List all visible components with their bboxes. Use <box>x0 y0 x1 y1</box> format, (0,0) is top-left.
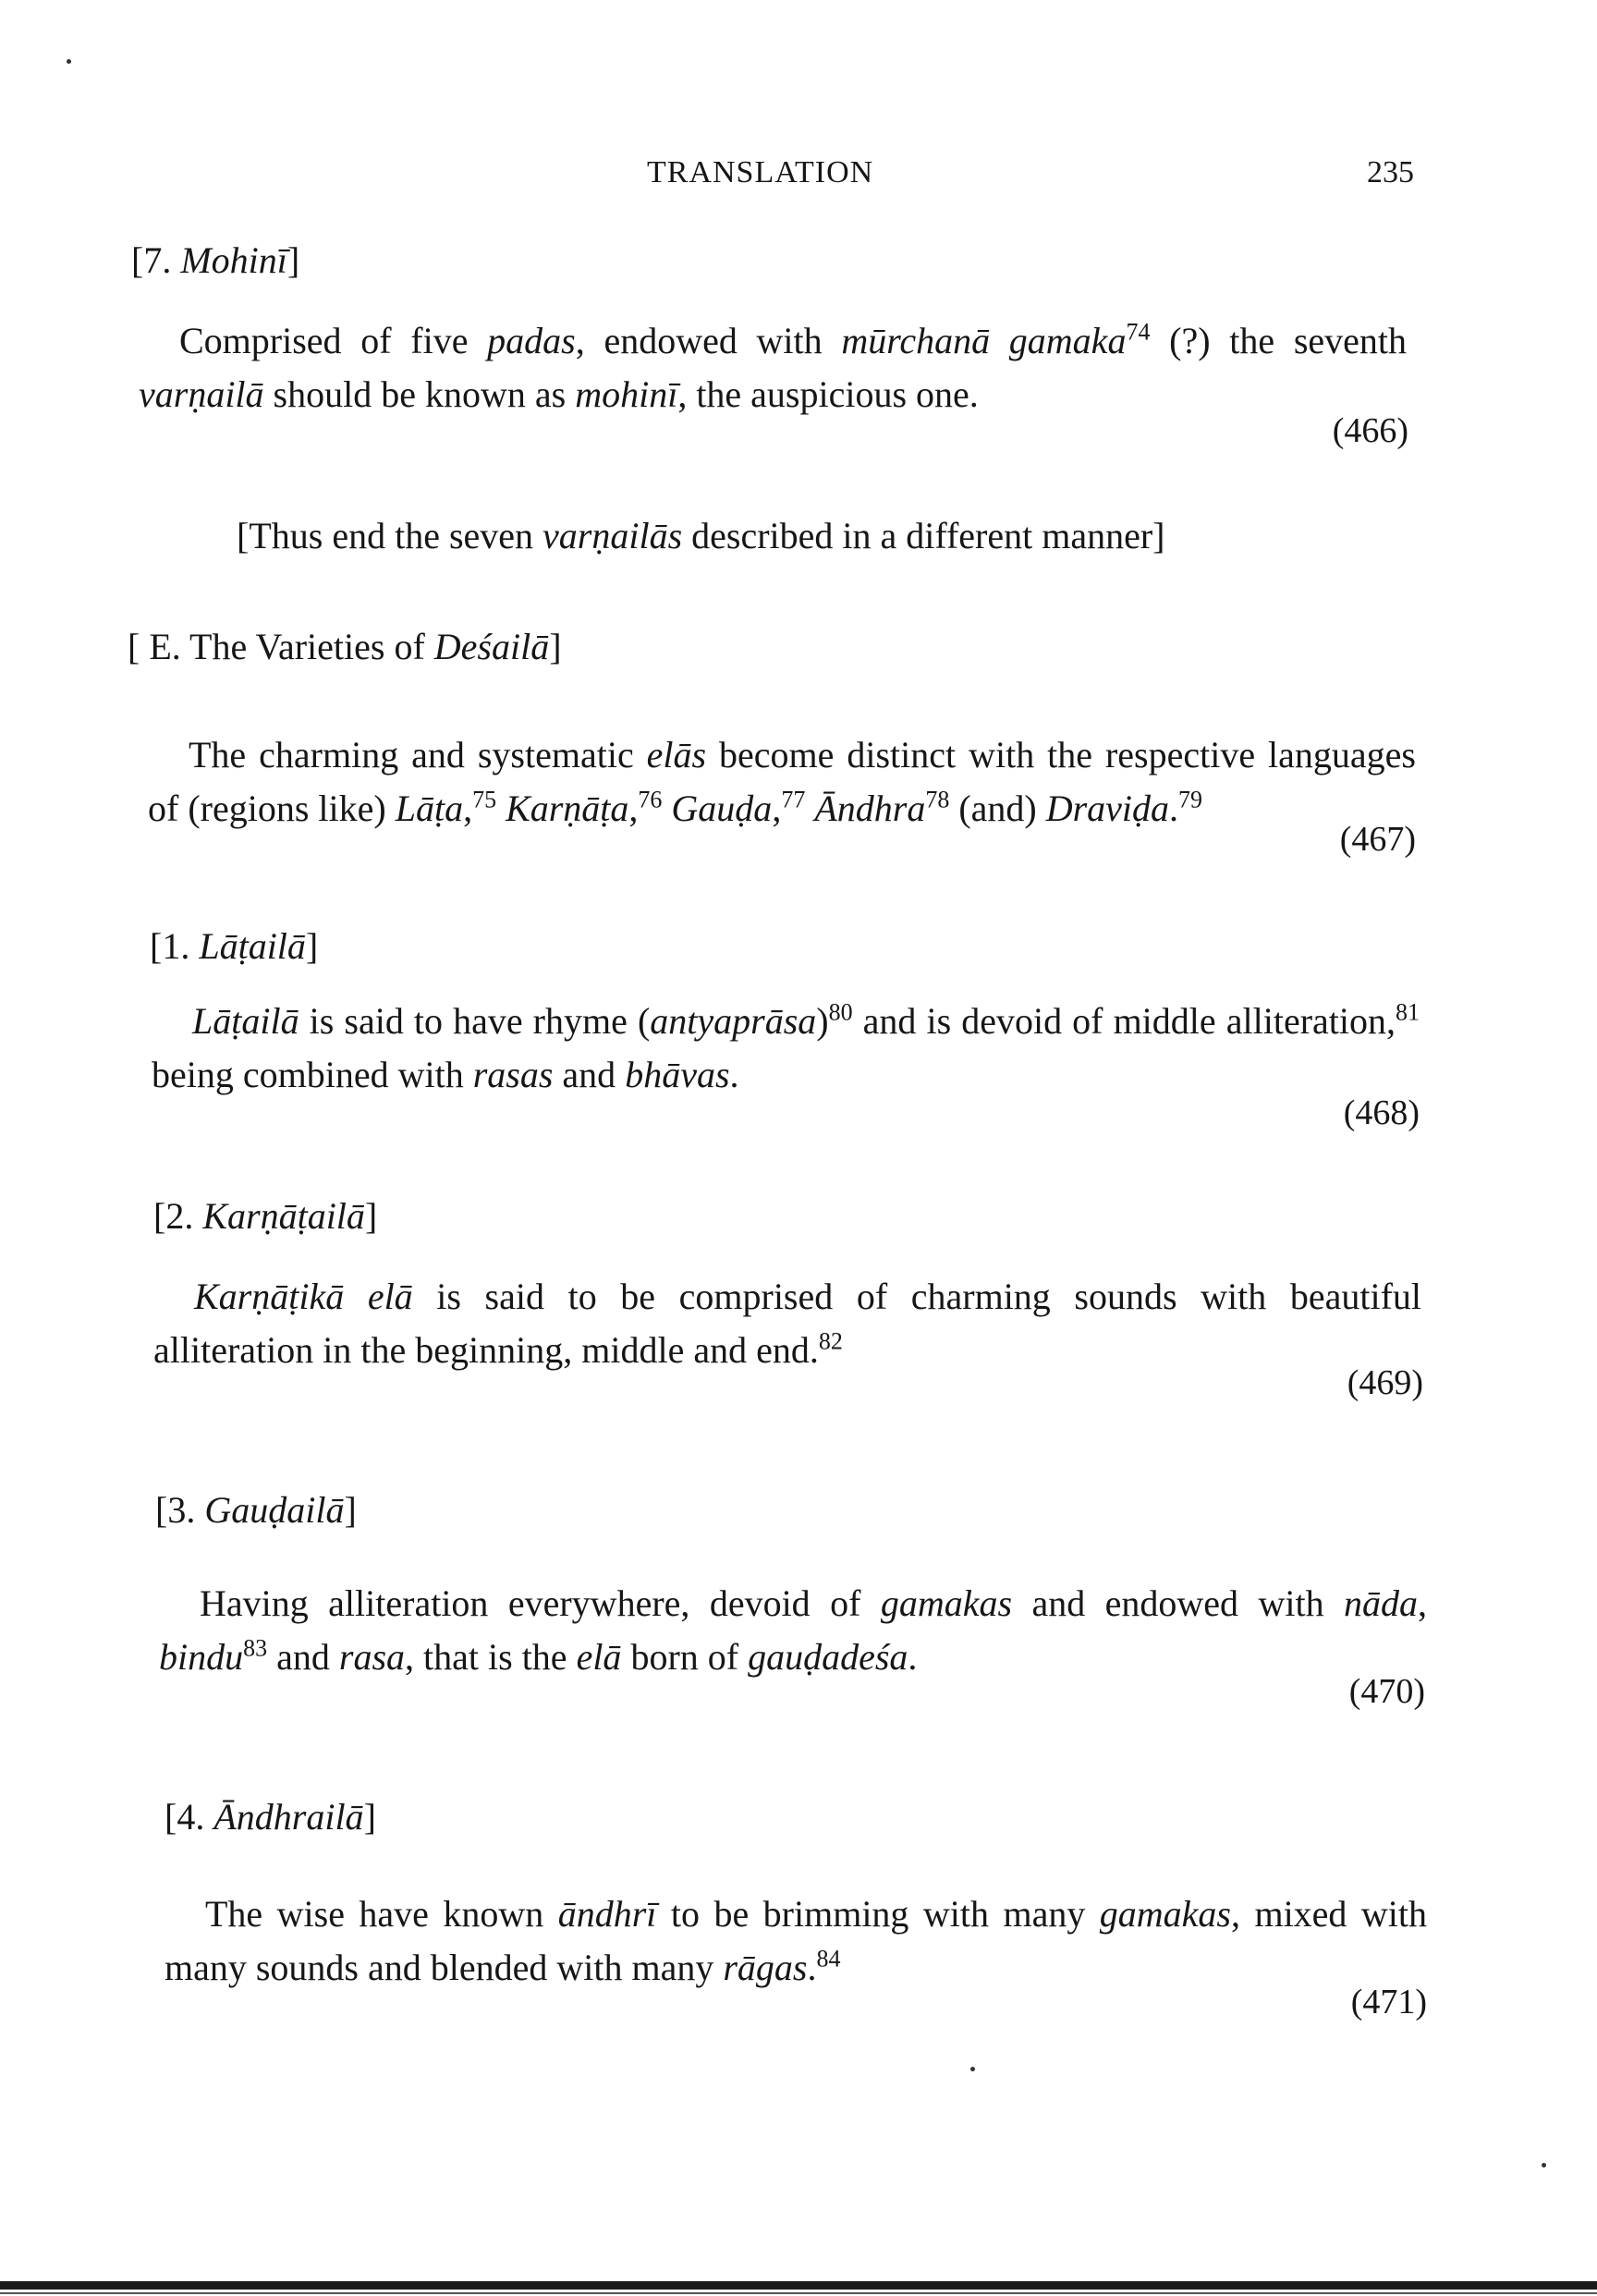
section-heading-gaudaila: [3. Gauḍailā] <box>155 1489 357 1531</box>
verse-number-468: (468) <box>1343 1093 1420 1132</box>
verse-number-467: (467) <box>1339 820 1416 859</box>
section-heading-mohini: [7. Mohinī] <box>131 239 300 281</box>
section-heading-lataila: [1. Lāṭailā] <box>150 925 319 967</box>
verse-468-text: Lāṭailā is said to have rhyme (antyaprāsa)$^{80}$ and is devoid of middle alliteration,$^{81}$ being combined with rasas and bhāvas. <box>152 998 1420 1095</box>
running-head <box>0 155 1597 202</box>
bottom-rule <box>0 2281 1597 2290</box>
section-end-note: [Thus end the seven varṇailās described in a different manner] <box>237 515 1165 556</box>
verse-number-469: (469) <box>1347 1363 1423 1402</box>
running-title: TRANSLATION <box>647 155 874 189</box>
verse-467-text: The charming and systematic elās become distinct with the respective languages of (regions like) Lāṭa,$^{75}$ Karṇāṭa,$^{76}$ Gauḍa,$^{77}$ Āndhra$^{78}$ (and) Draviḍa.$^{79}$ <box>148 734 1417 829</box>
verse-number-466: (466) <box>1332 411 1408 450</box>
scan-speck <box>67 59 71 64</box>
section-heading-andhraila: [4. Āndhrailā] <box>165 1796 376 1838</box>
section-heading-desaila: [ E. The Varieties of Deśailā] <box>128 626 562 667</box>
verse-466-text: Comprised of five padas, endowed with mūrchanā gamaka$^{74}$ (?) the seventh varṇailā should be known as mohinī, the auspicious one. <box>139 318 1408 415</box>
verse-number-471: (471) <box>1350 1983 1427 2021</box>
page-number: 235 <box>1367 155 1414 189</box>
verse-469-text: Karṇāṭikā elā is said to be comprised of charming sounds with beautiful alliteration in the beginning, middle and end.$^{82}$ <box>153 1276 1422 1371</box>
verse-number-470: (470) <box>1348 1672 1425 1711</box>
section-heading-karnataila: [2. Karṇāṭailā] <box>153 1195 378 1237</box>
scan-speck <box>970 2067 975 2071</box>
bottom-rule-thin <box>0 2292 1597 2294</box>
scan-speck <box>1542 2163 1546 2168</box>
verse-471-text: The wise have known āndhrī to be brimming with many gamakas, mixed with many sounds and blended with many rāgas.$^{84}$ <box>165 1893 1428 1988</box>
verse-470-text: Having alliteration everywhere, devoid of gamakas and endowed with nāda, bindu$^{83}$ and rasa, that is the elā born of gauḍadeśa. <box>159 1582 1427 1678</box>
